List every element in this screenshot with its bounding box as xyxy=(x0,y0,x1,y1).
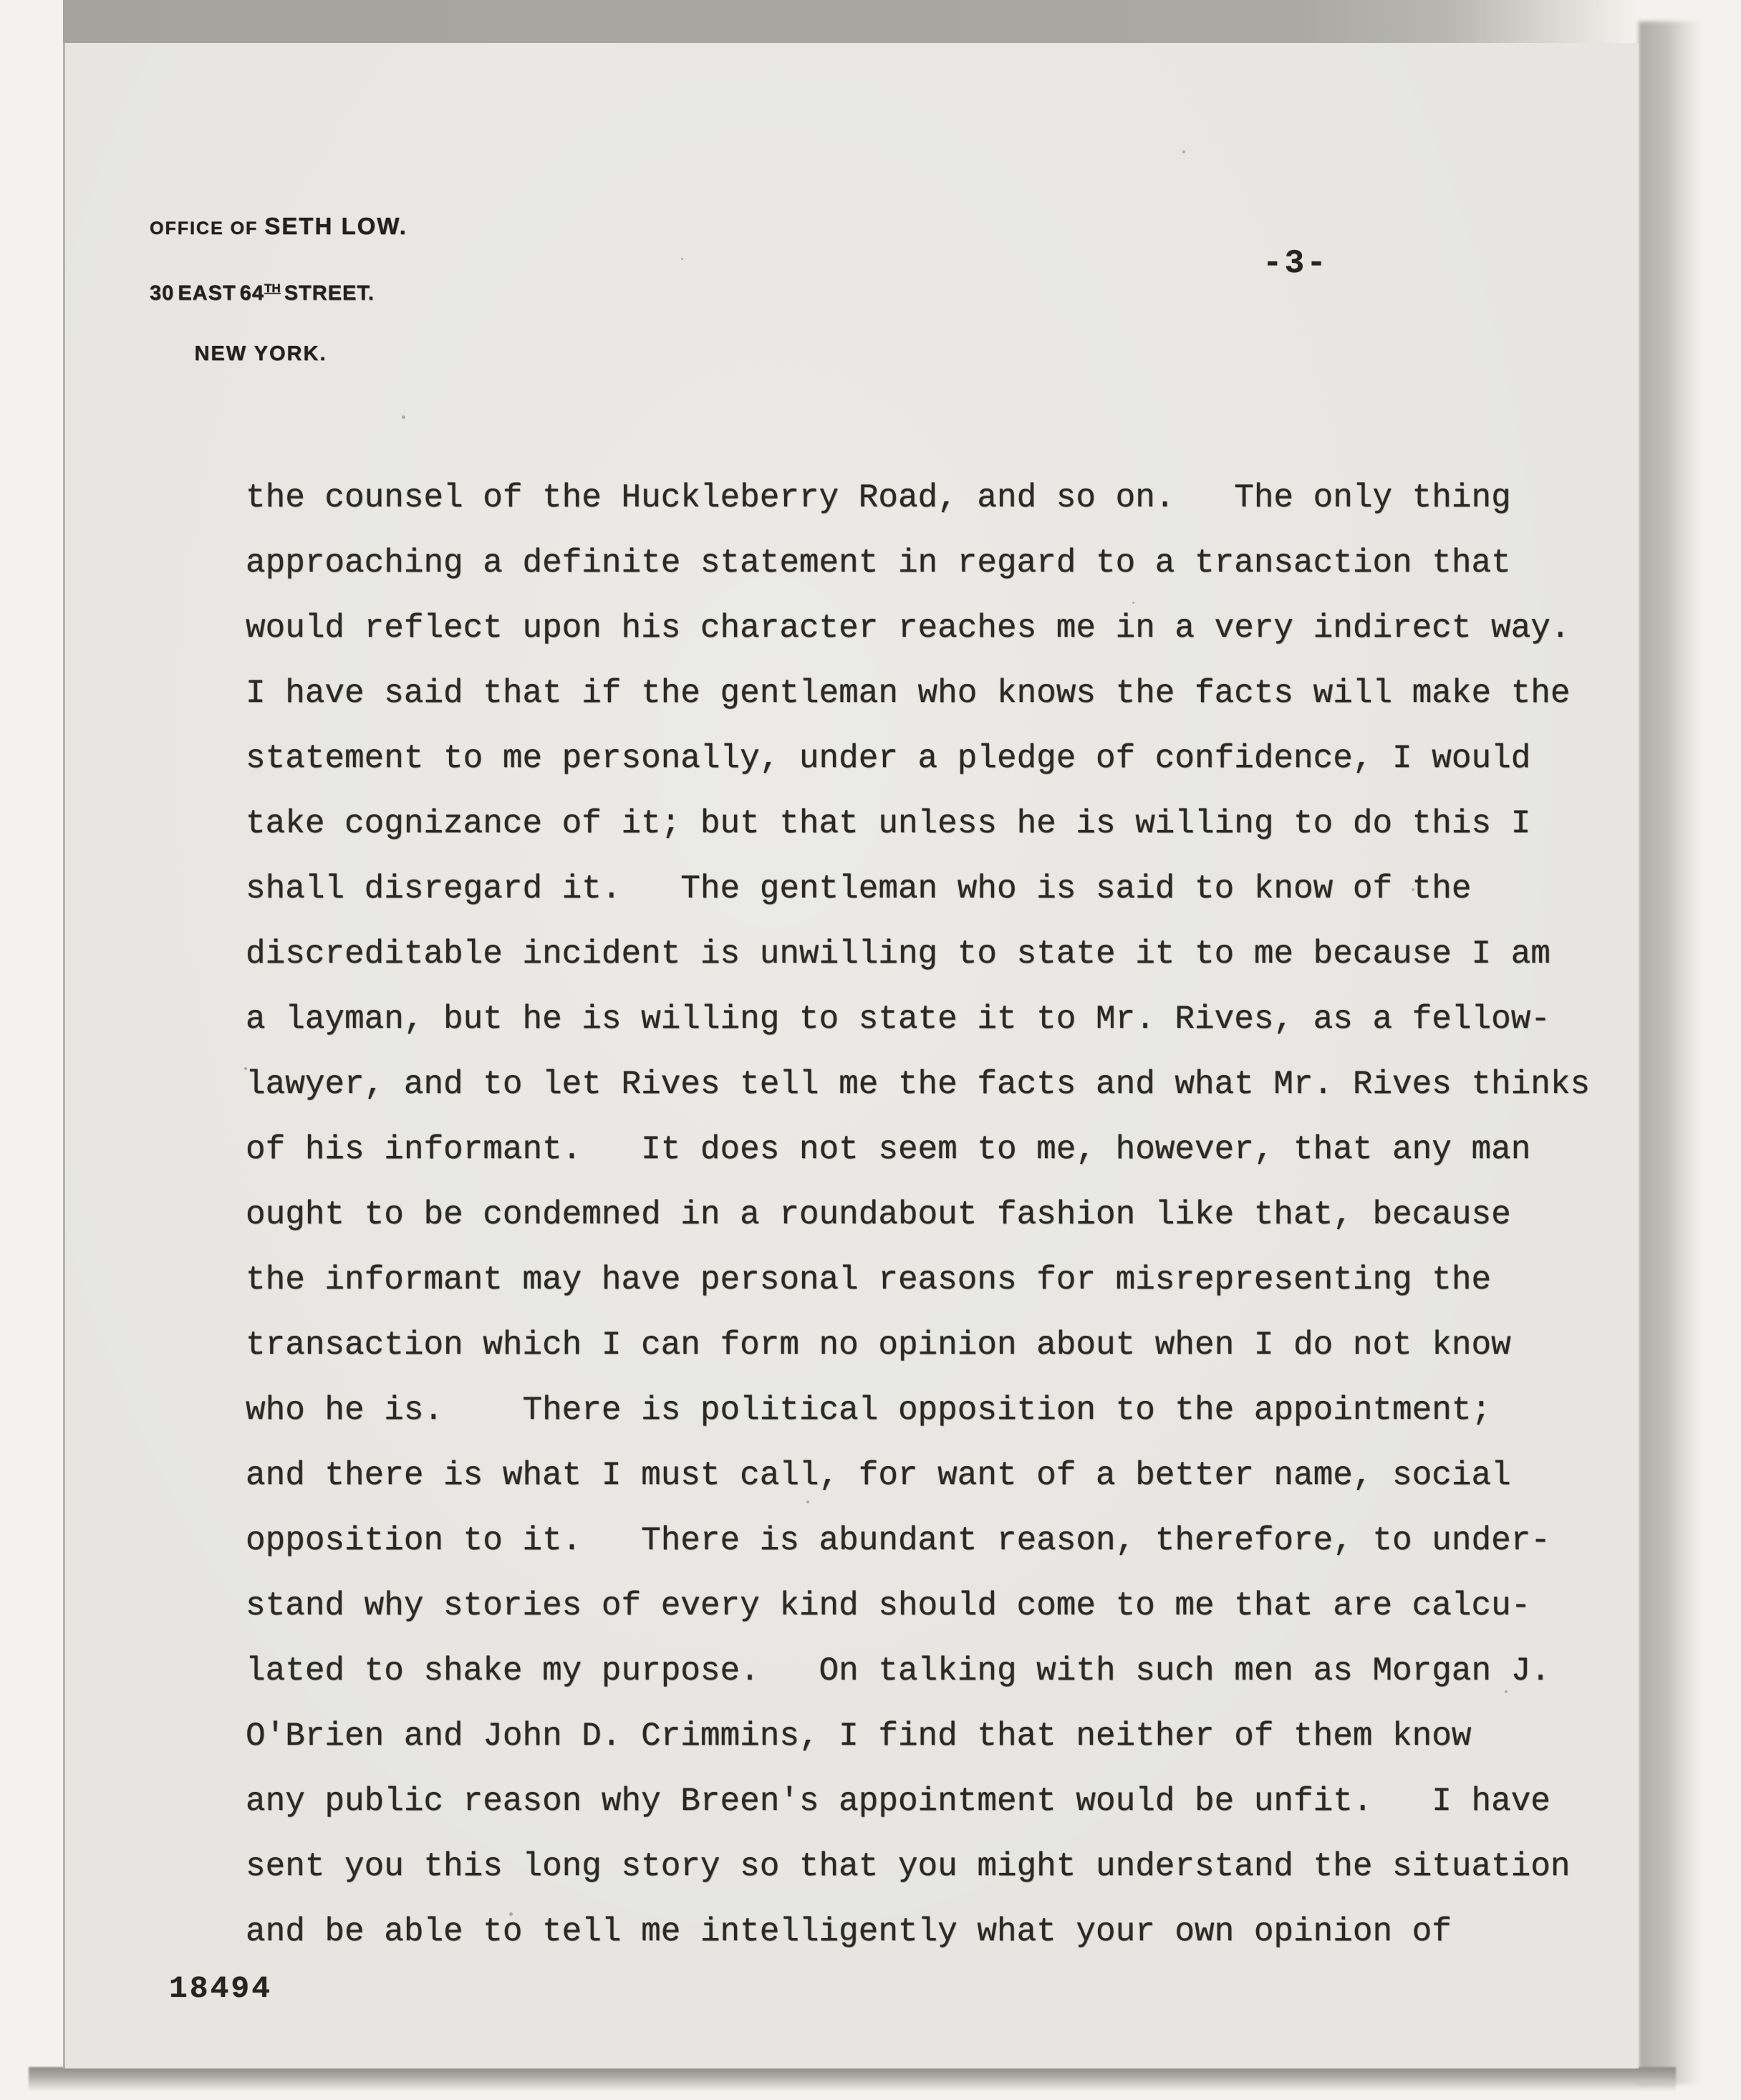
letterhead-city-line: NEW YORK. xyxy=(194,342,327,365)
paper-speck xyxy=(1412,888,1414,891)
letter-body xyxy=(246,466,1628,1965)
letterhead-office-of: OFFICE OF xyxy=(150,218,265,239)
letterhead-office-line xyxy=(150,209,407,246)
letter-body-line: ought to be condemned in a roundabout fashion like that, because xyxy=(246,1196,1511,1233)
paper-speck xyxy=(1505,1690,1508,1693)
paper-speck xyxy=(1182,150,1185,153)
letter-body-line: lated to shake my purpose. On talking with such men as Morgan J. xyxy=(246,1652,1550,1690)
letter-body-line: opposition to it. There is abundant reason, therefore, to under- xyxy=(246,1522,1550,1559)
paper-speck xyxy=(1132,602,1134,604)
paper-speck xyxy=(509,1912,513,1916)
letter-body-line: stand why stories of every kind should come to me that are calcu- xyxy=(246,1587,1531,1624)
letterhead-street-ordinal: TH xyxy=(264,281,281,295)
page-top-edge-shadow xyxy=(63,0,1635,49)
letter-body-line: and there is what I must call, for want of a better name, social xyxy=(246,1457,1511,1494)
letter-body-line: transaction which I can form no opinion about when I do not know xyxy=(246,1326,1511,1364)
letter-body-line: a layman, but he is willing to state it to Mr. Rives, as a fellow- xyxy=(246,1001,1550,1038)
paper-speck xyxy=(681,258,683,260)
letter-body-line: O'Brien and John D. Crimmins, I find that neither of them know xyxy=(246,1718,1472,1755)
letter-body-line: take cognizance of it; but that unless he is willing to do this I xyxy=(246,805,1531,842)
letterhead-street-line xyxy=(150,271,375,311)
letter-body-line: statement to me personally, under a pledge of confidence, I would xyxy=(246,740,1531,777)
letter-body-line: would reflect upon his character reaches me in a very indirect way. xyxy=(246,610,1571,647)
page-right-edge-shadow xyxy=(1639,21,1700,2084)
letter-body-line: sent you this long story so that you might understand the situation xyxy=(246,1848,1571,1885)
letter-body-line: approaching a definite statement in regard to a transaction that xyxy=(246,544,1511,582)
letterhead-street-word: STREET. xyxy=(280,281,375,305)
letter-body-line: discreditable incident is unwilling to state it to me because I am xyxy=(246,935,1550,973)
paper-speck xyxy=(806,1501,809,1503)
letterhead xyxy=(150,183,407,397)
page-bottom-edge-shadow xyxy=(29,2067,1676,2091)
letter-body-line: and be able to tell me intelligently what your own opinion of xyxy=(246,1913,1452,1950)
docket-number: 18494 xyxy=(169,1971,273,2006)
letter-body-line: I have said that if the gentleman who knows the facts will make the xyxy=(246,675,1571,712)
letter-body-line: lawyer, and to let Rives tell me the facts and what Mr. Rives thinks xyxy=(246,1066,1591,1103)
letter-body-line: any public reason why Breen's appointment would be unfit. I have xyxy=(246,1783,1550,1820)
page-number: -3- xyxy=(1263,245,1328,282)
letterhead-street-number: 30 EAST 64 xyxy=(150,281,264,305)
paper-speck xyxy=(244,1067,247,1070)
letter-page xyxy=(63,43,1639,2068)
letter-body-line: the informant may have personal reasons for misrepresenting the xyxy=(246,1261,1492,1299)
letter-body-line: who he is. There is political opposition to the appointment; xyxy=(246,1392,1492,1429)
letterhead-name: SETH LOW. xyxy=(264,213,407,239)
letter-body-line: of his informant. It does not seem to me, however, that any man xyxy=(246,1131,1531,1168)
letter-body-line: shall disregard it. The gentleman who is said to know of the xyxy=(246,870,1472,907)
letter-body-line: the counsel of the Huckleberry Road, and so on. The only thing xyxy=(246,479,1511,516)
paper-speck xyxy=(402,415,405,419)
